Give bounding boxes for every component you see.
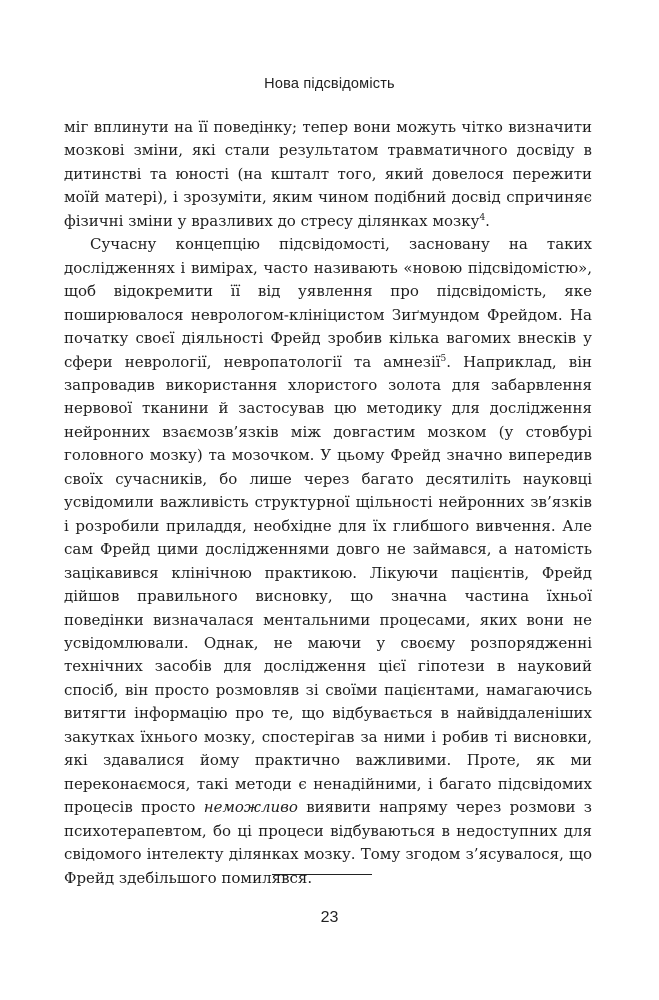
page-number: 23 — [320, 909, 339, 926]
paragraph-1-end: . — [485, 211, 490, 230]
paragraph-2 — [64, 233, 592, 890]
paragraph-2-text-start: Сучасну концепцію підсвідомості, засновану на таких дослідженнях і вимірах, часто називають «новою підсвідомістю», щоб відокремити її від уявлення про підсвідомість, яке поширювалося неврологом-клініцистом Зиґмундом Фрейдом. На початку своєї діяльності Фрейд зробив кілька вагомих внесків у сфери неврології, невропатології та амнезії — [64, 235, 592, 371]
footer-divider — [272, 874, 372, 875]
running-title: Нова підсвідомість — [264, 76, 395, 92]
footnote-ref-4: 4 — [479, 212, 486, 223]
paragraph-2-text-end: виявити напряму через розмови з психотерапевтом, бо ці процеси відбуваються в недоступних для свідомого інтелекту ділянках мозку. Тому згодом з’ясувалося, що Фрейд здебільшого помилявся. — [64, 798, 592, 887]
paragraph-1-text: міг вплинути на її поведінку; тепер вони можуть чітко визначити мозкові зміни, які стали результатом травматичного досвіду в дитинстві та юності (на кшталт того, який довелося пережити моїй матері), і зрозуміти, яким чином подібний досвід спричиняє фізичні зміни у вразливих до стресу ділянках мозку — [64, 118, 592, 230]
footnote-ref-5: 5 — [440, 353, 447, 364]
paragraph-2-text-middle: . Наприклад, він запровадив використання хлористого золота для забарвлення нервової тканини й застосував цю методику для дослідження нейронних взаємозв’язків між довгастим мозком (у стовбурі головного мозку) та мозочком. У цьому Фрейд значно випередив своїх сучасників, бо лише через багато десятиліть науковці усвідомили важливість структурної щільності нейронних зв’язків і розробили приладдя, необхідне для їх глибшого вивчення. Але сам Фрейд цими дослідженнями довго не займався, а натомість зацікавився клінічною практикою. Лікуючи пацієнтів, Фрейд дійшов правильного висновку, що значна частина їхньої поведінки визначалася ментальними процесами, яких вони не усвідомлювали. Однак, не маючи у своєму розпорядженні технічних засобів для дослідження цієї гіпотези в науковий спосіб, він просто розмовляв зі своїми пацієнтами, намагаючись витягти інформацію про те, що відбувається в найвіддаленіших закутках їхнього мозку, спостерігав за ними і робив ті висновки, які здавалися йому практично важливими. Проте, як ми переконаємося, такі методи є ненадійними, і багато підсвідомих процесів просто — [64, 352, 592, 817]
main-text — [64, 116, 592, 890]
emphasized-word: неможливо — [203, 798, 298, 817]
paragraph-1 — [64, 116, 592, 233]
